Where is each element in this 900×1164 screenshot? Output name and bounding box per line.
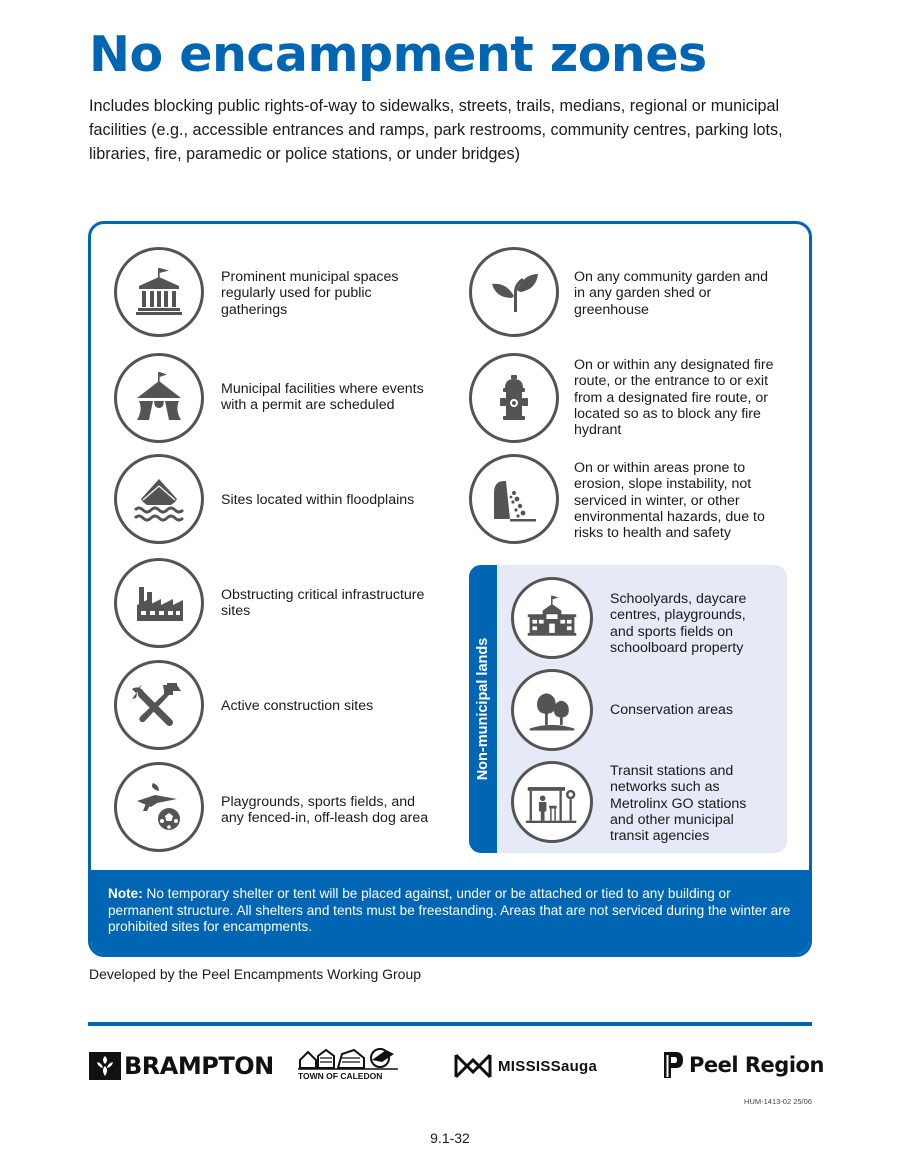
non-municipal-item-3-text: Transit stations and networks such as Metrolinx GO stations and other municipal transit agencies (610, 763, 747, 845)
page-number: 9.1-32 (430, 1130, 470, 1146)
non-municipal-label: Non-municipal lands (475, 637, 491, 781)
non-municipal-item-1-text: Schoolyards, daycare centres, playgrounds, and sports fields on schoolboard property (610, 591, 747, 656)
event-tent-icon (114, 353, 204, 443)
playground-icon (114, 762, 204, 852)
plant-sprout-icon (469, 247, 559, 337)
zones-panel (88, 221, 812, 957)
left-item-2-text: Municipal facilities where events with a permit are scheduled (221, 381, 424, 414)
left-item-4-text: Obstructing critical infrastructure sites (221, 587, 425, 620)
municipal-building-icon (114, 247, 204, 337)
peel-p-icon (662, 1050, 684, 1080)
left-item-3-text: Sites located within floodplains (221, 492, 415, 508)
non-municipal-lands-box (469, 565, 787, 853)
mississauga-logo (453, 1052, 597, 1080)
flood-icon (114, 454, 204, 544)
left-item-6-text: Playgrounds, sports fields, and any fenced-in, off-leash dog area (221, 794, 429, 827)
note-text: No temporary shelter or tent will be placed against, under or be attached or tied to any building or permanent structure. All shelters and tents must be freestanding. Areas that are not serviced during the winter are prohibited sites for encampments. (108, 886, 791, 934)
peel-region-logo (662, 1050, 824, 1080)
peel-region-logo-text: Peel Region (689, 1053, 824, 1077)
transit-stop-icon (511, 761, 593, 843)
caledon-logo-text: TOWN OF CALEDON (298, 1071, 383, 1081)
page-title: No encampment zones (89, 26, 707, 83)
brampton-logo-text: BRAMPTON (124, 1052, 274, 1080)
note-label: Note: (108, 886, 143, 901)
brampton-flower-icon (89, 1050, 121, 1082)
intro-text: Includes blocking public rights-of-way to sidewalks, streets, trails, medians, regional or municipal facilities (e.g., accessible entrances and ramps, park restrooms, community centres, parking lots, libraries, fire, paramedic or police stations, or under bridges) (89, 97, 783, 163)
mississauga-logo-text: MISSISSauga (498, 1057, 598, 1075)
fire-hydrant-icon (469, 353, 559, 443)
non-municipal-item-2-text: Conservation areas (610, 702, 734, 718)
school-icon (511, 577, 593, 659)
brampton-logo (89, 1050, 274, 1082)
left-item-1-text: Prominent municipal spaces regularly used for public gatherings (221, 269, 399, 318)
wrench-hammer-icon (114, 660, 204, 750)
left-item-5-text: Active construction sites (221, 698, 374, 714)
right-item-2-text: On or within any designated fire route, or the entrance to or exit from a designated fire route, or located so as to block any fire hydrant (574, 357, 774, 439)
slope-erosion-icon (469, 454, 559, 544)
note-bar (91, 870, 809, 954)
mississauga-m-icon (453, 1052, 493, 1080)
factory-icon (114, 558, 204, 648)
trees-icon (511, 669, 593, 751)
caledon-logo (298, 1046, 398, 1081)
right-item-1-text: On any community garden and in any garden shed or greenhouse (574, 269, 769, 318)
right-item-3-text: On or within areas prone to erosion, slope instability, not serviced in winter, or other environmental hazards, due to risks to health and safety (574, 460, 765, 542)
footer-divider (88, 1022, 812, 1026)
caledon-skyline-icon (298, 1046, 398, 1070)
document-number: HUM-1413-02 25/06 (744, 1097, 812, 1106)
developed-by: Developed by the Peel Encampments Working Group (89, 966, 422, 982)
